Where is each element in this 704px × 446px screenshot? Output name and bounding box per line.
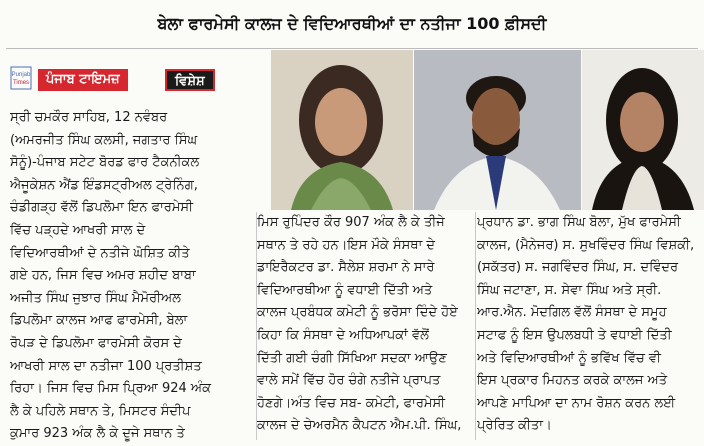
photo-student-2 — [414, 50, 581, 210]
article-line: ਸ੍ਰੀ ਚਮਕੌਰ ਸਾਹਿਬ, 12 ਨਵੰਬਰ — [10, 110, 168, 125]
article-line: ਦਿੱਤੀ ਗਈ ਚੰਗੀ ਸਿੱਖਿਆ ਸਦਕਾ ਆਉਣ — [257, 350, 447, 366]
article-line: ਕਿਹਾ ਕਿ ਸੰਸਥਾ ਦੇ ਅਧਿਆਪਕਾਂ ਵੱਲੋਂ — [257, 327, 429, 343]
photo-student-1 — [271, 50, 413, 210]
article-line: ਸਥਾਨ ਤੇ ਰਹੇ ਹਨ।ਇਸ ਮੌਕੇ ਸੰਸਥਾ ਦੇ — [257, 237, 436, 253]
article-column-2 — [257, 212, 474, 438]
article-line: ਵਿਦਿਆਰਥੀਆ ਨੂੰ ਵਧਾਈ ਦਿੱਤੀ ਅਤੇ — [257, 282, 433, 298]
article-line: ਲੈ ਕੇ ਪਹਿਲੇ ਸਥਾਨ ਤੇ, ਮਿਸਟਰ ਸੰਦੀਪ — [10, 403, 191, 419]
headline-rule — [6, 48, 698, 49]
article-line: ਅਜੀਤ ਸਿੰਘ ਜੁਝਾਰ ਸਿੰਘ ਮੈਮੋਰੀਅਲ — [10, 290, 181, 306]
svg-text:Times: Times — [12, 80, 30, 86]
article-line: ਕਾਲਜ, (ਮੈਨੇਜਰ) ਸ. ਸੁਖਵਿੰਦਰ ਸਿੰਘ ਵਿਸ਼ਕੀ, — [477, 237, 695, 253]
article-line: ਕੁਮਾਰ 923 ਅੰਕ ਲੈ ਕੇ ਦੂਜੇ ਸਥਾਨ ਤੇ — [10, 426, 185, 442]
article-line: ਹੋਣਗੇ।ਅੰਤ ਵਿਚ ਸਬ- ਕਮੇਟੀ, ਫਾਰਮੇਸੀ — [257, 395, 446, 411]
article-line: ਵਿੱਚ ਪੜ੍ਹਦੇ ਆਖਰੀ ਸਾਲ ਦੇ — [10, 222, 146, 238]
article-line: (ਸਕੱਤਰ) ਸ. ਜਗਵਿੰਦਰ ਸਿੰਘ, ਸ. ਦਵਿੰਦਰ — [477, 260, 679, 276]
article-line: ਵਾਲੇ ਸਮੇਂ ਵਿੱਚ ਹੋਰ ਚੰਗੇ ਨਤੀਜੇ ਪ੍ਰਾਪਤ — [257, 373, 441, 389]
article-line: ਆਪਣੇ ਮਾਪਿਆ ਦਾ ਨਾਮ ਰੋਸ਼ਨ ਕਰਨ ਲਈ — [477, 395, 676, 411]
photo-student-3 — [582, 50, 704, 210]
article-line: ਕਾਲਜ ਪ੍ਰਬੰਧਕ ਕਮੇਟੀ ਨੂੰ ਭਰੋਸਾ ਦਿੰਦੇ ਹੋਏ — [257, 305, 458, 321]
svg-text:Punjab: Punjab — [11, 72, 31, 78]
article-line: ਮਿਸ ਰੁਪਿੰਦਰ ਕੌਰ 907 ਅੰਕ ਲੈ ਕੇ ਤੀਜੇ — [257, 215, 445, 230]
article-column-3 — [477, 212, 699, 438]
brand-label: ਪੰਜਾਬ ਟਾਇਮਜ਼ — [38, 69, 128, 91]
article-line: ਆਖਰੀ ਸਾਲ ਦਾ ਨਤੀਜਾ 100 ਪ੍ਰਤੀਸ਼ਤ — [10, 358, 202, 374]
article-line: ਸਟਾਫ ਨੂੰ ਇਸ ਉਪਲਬਧੀ ਤੇ ਵਧਾਈ ਦਿੱਤੀ — [477, 327, 672, 343]
article-line: ਅਤੇ ਵਿਦਿਆਰਥੀਆਂ ਨੂੰ ਭਵਿੱਖ ਵਿੱਚ ਵੀ — [477, 350, 661, 366]
article-line: ਸੋਨੂੰ)-ਪੰਜਾਬ ਸਟੇਟ ਬੋਰਡ ਫਾਰ ਟੈਕਨੀਕਲ — [10, 155, 200, 171]
article-line: (ਅਮਰਜੀਤ ਸਿੰਘ ਕਲਸੀ, ਜਗਤਾਰ ਸਿੰਘ — [10, 132, 198, 148]
article-line: ਆਰ.ਐਨ. ਮੋਦਗਿਲ ਵੱਲੋਂ ਸੰਸਥਾ ਦੇ ਸਮੂਹ — [477, 305, 667, 321]
article-column-1 — [10, 107, 255, 446]
article-line: ਰਿਹਾ। ਜਿਸ ਵਿਚ ਮਿਸ ਪ੍ਰਿਆ 924 ਅੰਕ — [10, 381, 211, 397]
article-line: ਡਾਇਰੈਕਟਰ ਡਾ. ਸੈਲੇਸ਼ ਸ਼ਰਮਾ ਨੇ ਸਾਰੇ — [257, 260, 435, 276]
headline: ਬੇਲਾ ਫਾਰਮੇਸੀ ਕਾਲਜ ਦੇ ਵਿਦਿਆਰਥੀਆਂ ਦਾ ਨਤੀਜਾ 100 ਫ਼ੀਸਦੀ — [157, 14, 547, 33]
punjab-times-logo — [8, 64, 34, 92]
article-line: ਐਜੂਕੇਸ਼ਨ ਐਂਡ ਇੰਡਸਟ੍ਰੀਅਲ ਟ੍ਰੇਨਿੰਗ, — [10, 177, 198, 193]
article-line: ਇਸ ਪ੍ਰਕਾਰ ਮਿਹਨਤ ਕਰਕੇ ਕਾਲਜ ਅਤੇ — [477, 373, 668, 389]
article-line: ਡਿਪਲੋਮਾ ਕਾਲਜ ਆਫ ਫਾਰਮੇਸੀ, ਬੇਲਾ — [10, 313, 188, 329]
article-line: ਪ੍ਰਧਾਨ ਡਾ. ਭਾਗ ਸਿੰਘ ਬੋਲਾ, ਮੁੱਖ ਫਾਰਮੇਸੀ — [477, 215, 681, 230]
article-line: ਰੋਪੜ ਦੇ ਡਿਪਲੋਮਾ ਫਾਰਮੇਸੀ ਕੋਰਸ ਦੇ — [10, 335, 182, 351]
article-line: ਪ੍ਰੇਰਿਤ ਕੀਤਾ। — [477, 418, 552, 434]
column-divider-2 — [475, 212, 476, 440]
article-line: ਵਿਦਿਆਰਥੀਆਂ ਦੇ ਨਤੀਜੇ ਘੋਸ਼ਿਤ ਕੀਤੇ — [10, 245, 190, 261]
section-tag: ਵਿਸ਼ੇਸ਼ — [165, 69, 215, 91]
article-line: ਸਿੰਘ ਜਟਾਣਾ, ਸ. ਸੇਵਾ ਸਿੰਘ ਅਤੇ ਸ੍ਰੀ. — [477, 282, 662, 298]
logo-mark-icon — [8, 64, 34, 92]
article-line: ਕਾਲਜ ਦੇ ਚੇਅਰਮੈਨ ਕੈਪਟਨ ਐਮ.ਪੀ. ਸਿੰਘ, — [257, 418, 462, 434]
article-line: ਚੰਡੀਗੜ੍ਹ ਵੱਲੋਂ ਡਿਪਲੋਮਾ ਇਨ ਫਾਰਮੇਸੀ — [10, 200, 193, 216]
article-line: ਗਏ ਹਨ, ਜਿਸ ਵਿਚ ਅਮਰ ਸ਼ਹੀਦ ਬਾਬਾ — [10, 268, 196, 284]
